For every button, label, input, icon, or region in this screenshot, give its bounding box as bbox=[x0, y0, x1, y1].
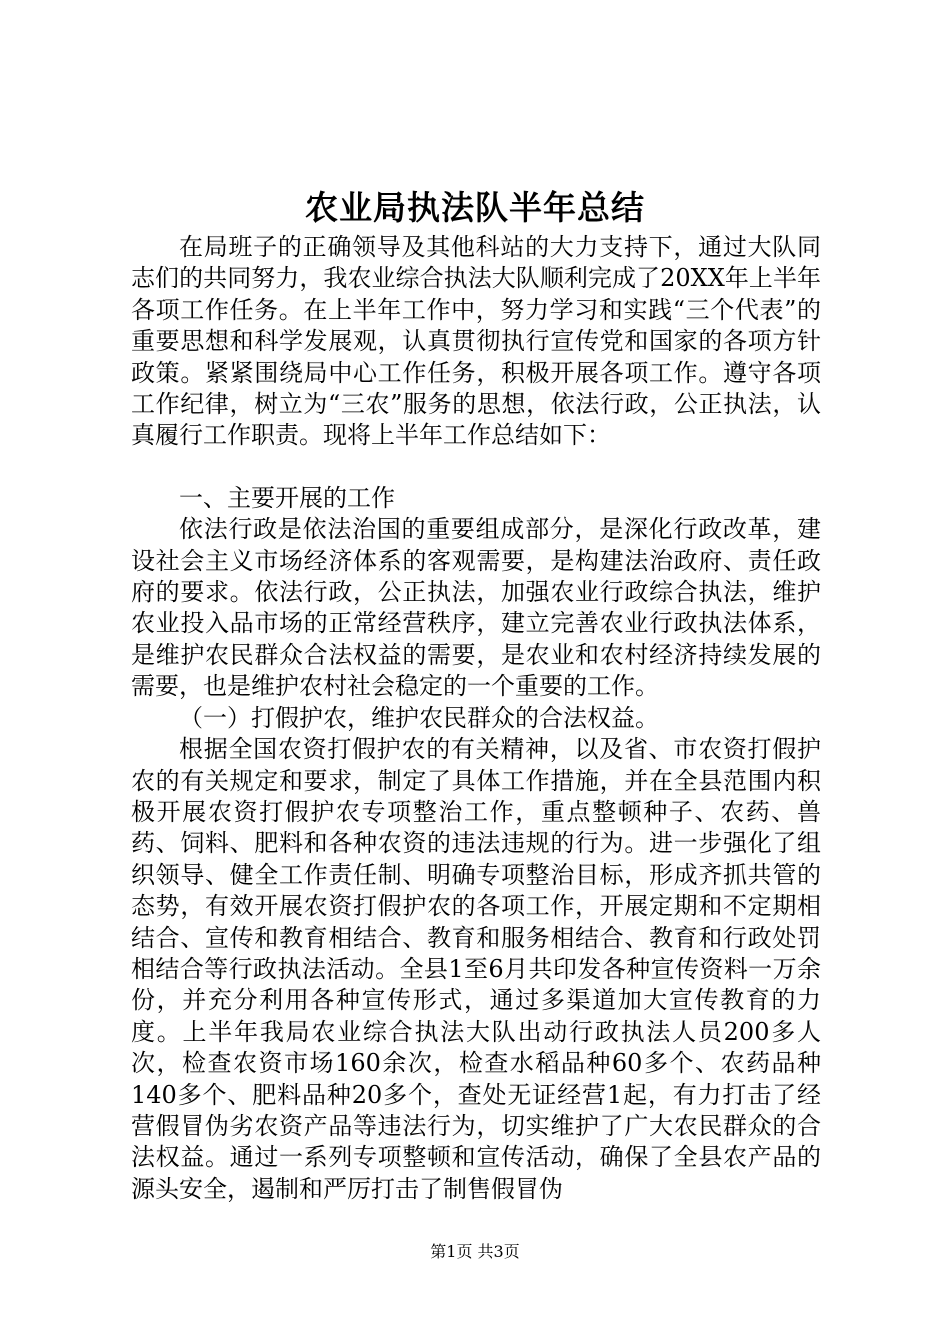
document-title: 农业局执法队半年总结 bbox=[305, 188, 645, 227]
intro-paragraph: 在局班子的正确领导及其他科站的大力支持下，通过大队同志们的共同努力，我农业综合执法大队顺利完成了20XX年上半年各项工作任务。在上半年工作中，努力学习和实践“三个代表”的重要思想和科学发展观，认真贯彻执行宣传党和国家的各项方针政策。紧紧围绕局中心工作任务，积极开展各项工作。遵守各项工作纪律，树立为“三农”服务的思想，依法行政，公正执法，认真履行工作职责。现将上半年工作总结如下： bbox=[131, 233, 821, 450]
document-body bbox=[131, 232, 821, 1205]
page-number: 第1页 共3页 bbox=[430, 1242, 520, 1261]
subsection-paragraph: 根据全国农资打假护农的有关精神，以及省、市农资打假护农的有关规定和要求，制定了具体工作措施，并在全县范围内积极开展农资打假护农专项整治工作，重点整顿种子、农药、兽药、饲料、肥料和各种农资的违法违规的行为。进一步强化了组织领导、健全工作责任制、明确专项整治目标，形成齐抓共管的态势，有效开展农资打假护农的各项工作，开展定期和不定期相结合、宣传和教育相结合、教育和服务相结合、教育和行政处罚相结合等行政执法活动。全县1至6月共印发各种宣传资料一万余份，并充分利用各种宣传形式，通过多渠道加大宣传教育的力度。上半年我局农业综合执法大队出动行政执法人员200多人次，检查农资市场160余次，检查水稻品种60多个、农药品种140多个、肥料品种20多个，查处无证经营1起，有力打击了经营假冒伪劣农资产品等违法行为，切实维护了广大农民群众的合法权益。通过一系列专项整顿和宣传活动，确保了全县农产品的源头安全，遏制和严厉打击了制售假冒伪 bbox=[131, 735, 821, 1203]
section-heading: 一、主要开展的工作 bbox=[179, 483, 395, 512]
subsection-heading: （一）打假护农，维护农民群众的合法权益。 bbox=[179, 703, 659, 732]
section-paragraph: 依法行政是依法治国的重要组成部分，是深化行政改革，建设社会主义市场经济体系的客观需要，是构建法治政府、责任政府的要求。依法行政，公正执法，加强农业行政综合执法，维护农业投入品市场的正常经营秩序，建立完善农业行政执法体系，是维护农民群众合法权益的需要，是农业和农村经济持续发展的需要，也是维护农村社会稳定的一个重要的工作。 bbox=[131, 515, 821, 701]
